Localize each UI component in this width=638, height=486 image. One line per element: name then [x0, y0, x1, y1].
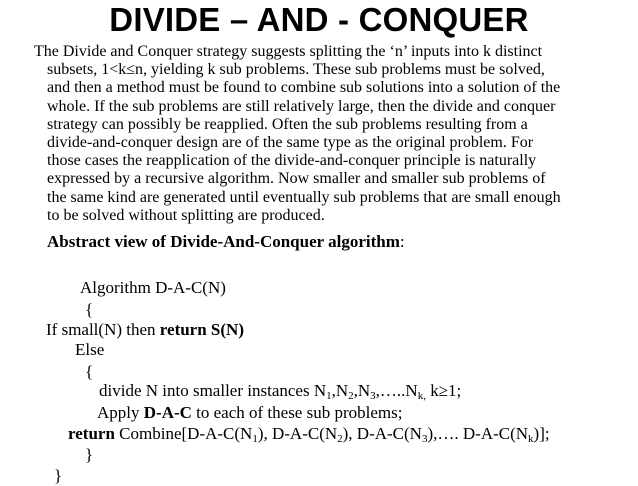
paragraph-line: to be solved without splitting are produced.: [47, 206, 325, 224]
slide-title: DIVIDE – AND - CONQUER: [109, 1, 529, 38]
else-line: Else: [75, 340, 105, 359]
close-brace: }: [54, 466, 63, 485]
divide-line: divide N into smaller instances $N_1,N_2,N_3,\dots..N_{k,}$ k≥1;: [99, 381, 462, 402]
paragraph-line: divide-and-conquer design are of the same type as the original problem. For: [47, 134, 534, 152]
paragraph-line: those cases the reapplication of the divide-and-conquer principle is naturally: [47, 152, 537, 170]
apply-line: Apply D-A-C to each of these sub problems;: [97, 403, 403, 422]
paragraph-line: strategy can possibly be reapplied. Often the sub problems resulting from a: [47, 115, 528, 133]
return-line: return $Combine[D-A-C(N_1)$, $D-A-C(N_2)$, $D-A-C(N_3),\dots$. $D-A-C(N_k)$];: [68, 424, 550, 445]
description-paragraph: [34, 43, 633, 225]
open-brace: {: [85, 300, 94, 319]
paragraph-line: and then a method must be found to combine sub solutions into a solution of the: [47, 79, 561, 97]
paragraph-line: expressed by a recursive algorithm. Now smaller and smaller sub problems of: [47, 170, 546, 188]
paragraph-line: The Divide and Conquer strategy suggests splitting the ‘n’ inputs into k distinct: [34, 43, 543, 60]
algorithm-signature: Algorithm D-A-C(N): [80, 278, 226, 297]
inner-close-brace: }: [85, 445, 94, 464]
if-line: If small(N) then return S(N): [46, 320, 244, 339]
paragraph-line: subsets, 1<k≤n, yielding k sub problems. These sub problems must be solved,: [47, 61, 545, 79]
paragraph-line: the same kind are generated until eventually sub problems that are small enough: [47, 188, 561, 206]
paragraph-line: whole. If the sub problems are still relatively large, then the divide and conquer: [47, 97, 556, 115]
inner-open-brace: {: [85, 362, 94, 381]
abstract-heading: Abstract view of Divide-And-Conquer algorithm:: [47, 232, 405, 251]
